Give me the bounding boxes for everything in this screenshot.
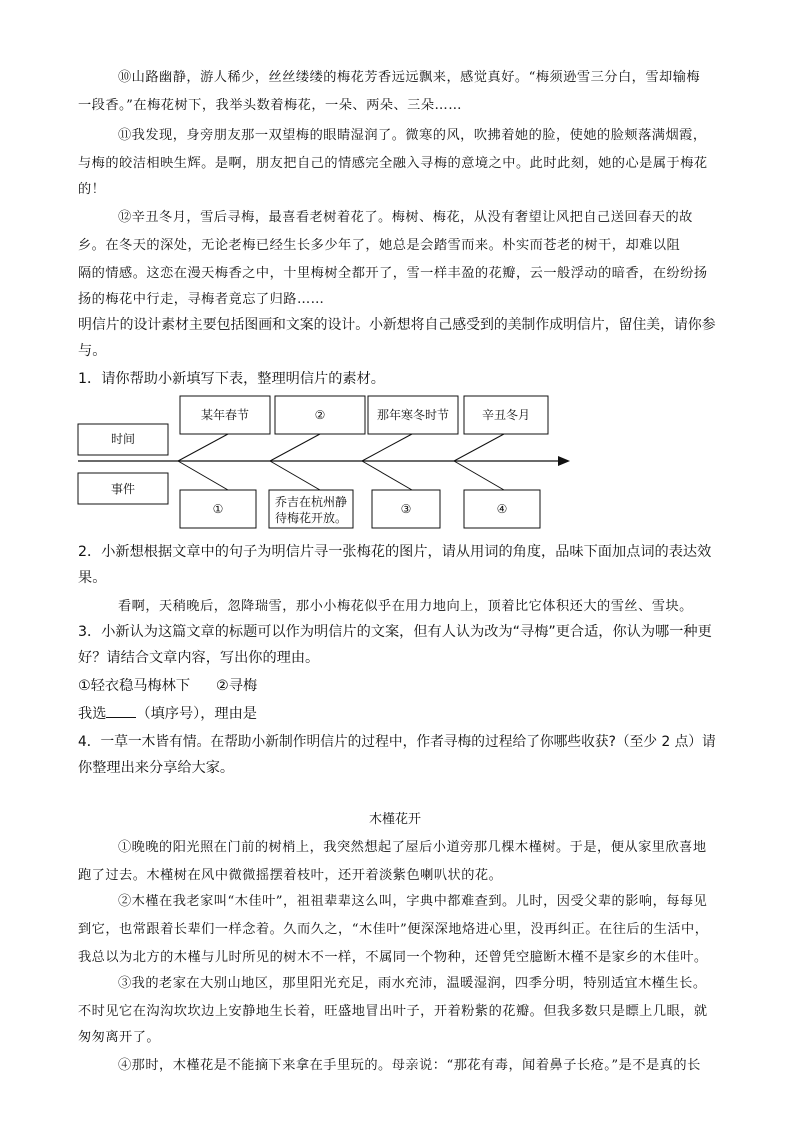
paragraph-12-line-4: 扬的梅花中行走，寻梅者竟忘了归路…… [78, 292, 325, 307]
timeline-arrow [558, 456, 570, 466]
paragraph-12-line-2: 乡。在冬天的深处，无论老梅已经生长多少年了，她总是会踏雪而来。朴实而苍老的树干，却难以阻 [78, 238, 681, 253]
intro-line-1: 明信片的设计素材主要包括图画和文案的设计。小新想将自己感受到的美制作成明信片，留住美，请你参 [78, 317, 716, 333]
question-4-line-2: 你整理出来分享给大家。 [78, 760, 235, 776]
timeline-diagram [0, 0, 794, 540]
bottom-box-1-label: ① [212, 502, 224, 516]
bottom-box-2-line-2: 待梅花开放。 [274, 511, 348, 525]
paragraph-11-line-3: 的！ [78, 182, 106, 197]
question-3-line-1: 3．小新认为这篇文章的标题可以作为明信片的文案，但有人认为改为“寻梅”更合适，你认为哪一种更 [78, 624, 712, 640]
answer-suffix: （填序号），理由是 [136, 706, 257, 722]
paragraph-11-line-2: 与梅的皎洁相映生辉。是啊，朋友把自己的情感完全融入寻梅的意境之中。此时此刻，她的心是属于梅花 [78, 156, 708, 171]
question-2-line-2: 果。 [78, 570, 107, 586]
paragraph-11-line-1: ⑪我发现，身旁朋友那一双望梅的眼睛湿润了。微寒的风，吹拂着她的脸，使她的脸颊落满烟霞， [118, 128, 707, 143]
bottom-box-2-line-1: 乔吉在杭州静 [274, 495, 348, 509]
passage-2-p3-line-1: ③我的老家在大别山地区，那里阳光充足，雨水充沛，温暖湿润，四季分明，特别适宜木槿生长。 [118, 976, 707, 991]
bottom-box-3-label: ③ [400, 502, 412, 516]
paragraph-12-line-1: ⑫辛丑冬月，雪后寻梅，最喜看老树着花了。梅树、梅花，从没有奢望让风把自己送回春天的故 [118, 210, 693, 225]
question-2-line-1: 2．小新想根据文章中的句子为明信片寻一张梅花的图片，请从用词的角度，品味下面加点词的表达效 [78, 544, 712, 560]
time-label: 时间 [110, 432, 136, 446]
passage-2-p2-line-2: 到它，也常跟着长辈们一样念着。久而久之，“木佳叶”便深深地烙进心里，没再纠正。在往后的生活中， [78, 922, 709, 937]
bottom-box-4-label: ④ [496, 502, 508, 516]
paragraph-12-line-3: 隔的情感。这恋在漫天梅香之中，十里梅树全都开了，雪一样丰盈的花瓣，云一般浮动的暗香，在纷纷扬 [78, 266, 708, 281]
connector-lines [178, 434, 504, 490]
question-3-options [78, 675, 257, 695]
intro-line-2: 与。 [78, 343, 107, 359]
paragraph-10-line-2: 一段香。”在梅花树下，我举头数着梅花，一朵、两朵、三朵…… [78, 98, 462, 113]
passage-2-p1-line-1: ①晚晚的阳光照在门前的树梢上，我突然想起了屋后小道旁那几棵木槿树。于是，便从家里欣喜地 [118, 840, 707, 855]
question-3-line-2: 好？请结合文章内容，写出你的理由。 [78, 650, 320, 666]
passage-2-p2-line-1: ②木槿在我老家叫“木佳叶”，祖祖辈辈这么叫，字典中都难查到。儿时，因受父辈的影响，每每见 [118, 894, 708, 909]
paragraph-10-line-1: ⑩山路幽静，游人稀少，丝丝缕缕的梅花芳香远远飘来，感觉真好。“梅须逊雪三分白，雪却输梅 [118, 70, 701, 85]
event-label: 事件 [110, 482, 136, 496]
passage-2-p3-line-2: 不时见它在沟沟坎坎边上安静地生长着，旺盛地冒出叶子，开着粉紫的花瓣。但我多数只是瞟上几眼，就 [78, 1004, 708, 1019]
top-box-3-label: 那年寒冬时节 [376, 408, 450, 422]
answer-blank[interactable] [106, 703, 136, 718]
question-4-line-1: 4．一草一木皆有情。在帮助小新制作明信片的过程中，作者寻梅的过程给了你哪些收获?（至少 2 点）请 [78, 734, 716, 750]
passage-2-p2-line-3: 我总以为北方的木槿与儿时所见的树木不一样，不属同一个物种，还曾凭空臆断木槿不是家乡的木佳叶。 [78, 950, 708, 965]
question-3-answer [78, 703, 257, 723]
top-box-4-label: 辛丑冬月 [481, 408, 531, 422]
option-1: ①轻衣稳马梅林下 [78, 678, 191, 694]
question-1: 1．请你帮助小新填写下表，整理明信片的素材。 [78, 371, 385, 387]
top-box-1-label: 某年春节 [200, 408, 250, 422]
top-box-2-label: ② [314, 408, 326, 422]
option-2: ②寻梅 [216, 678, 258, 694]
passage-2-p4-line-1: ④那时，木槿花是不能摘下来拿在手里玩的。母亲说：“那花有毒，闻着鼻子长疮。”是不是真的长 [118, 1058, 701, 1073]
question-2-quote: 看啊，天稍晚后，忽降瑞雪，那小小梅花似乎在用力地向上，顶着比它体积还大的雪丝、雪块。 [118, 599, 693, 614]
passage-2-title: 木槿花开 [369, 812, 422, 827]
answer-prefix: 我选 [78, 706, 107, 722]
passage-2-p1-line-2: 跑了过去。木槿树在风中微微摇摆着枝叶，还开着淡紫色喇叭状的花。 [78, 868, 503, 883]
passage-2-p3-line-3: 匆匆离开了。 [78, 1030, 161, 1045]
